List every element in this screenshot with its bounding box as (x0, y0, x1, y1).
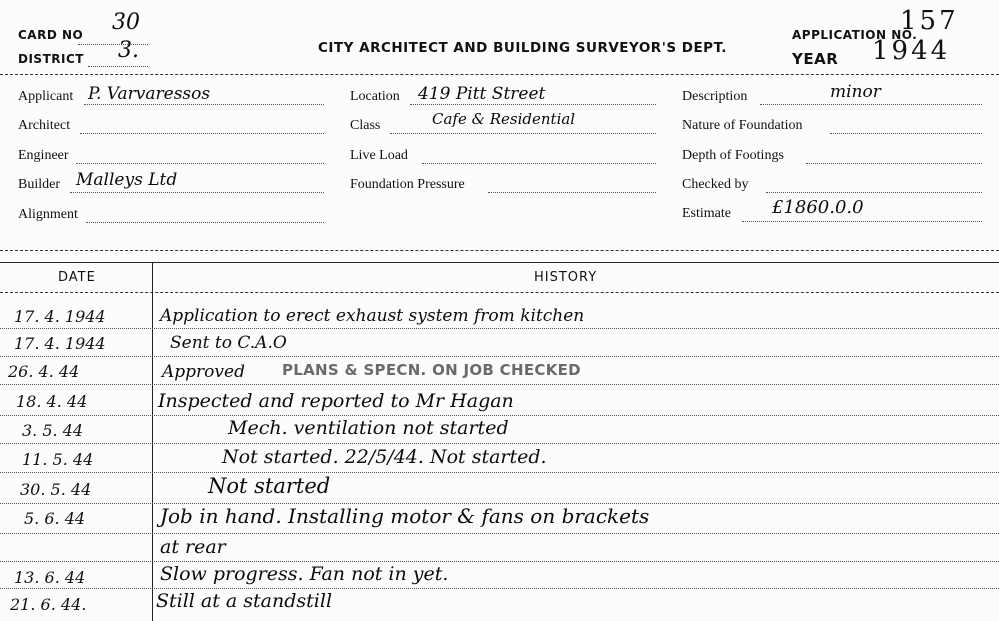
row-1-date: 17. 4. 1944 (14, 307, 106, 326)
row-11-history: Still at a standstill (156, 590, 333, 612)
row-7-history: Not started (208, 474, 331, 498)
row-3-date: 26. 4. 44 (8, 362, 80, 381)
foundation-pressure-dots (488, 192, 656, 193)
location-dots (410, 104, 656, 105)
description-label: Description (682, 89, 748, 104)
builder-dots (70, 192, 324, 193)
district-dots (88, 66, 148, 67)
checked-by-dots (766, 192, 982, 193)
row-8-history: Job in hand. Installing motor & fans on brackets (160, 504, 650, 528)
row-8-date: 5. 6. 44 (24, 509, 86, 528)
engineer-dots (76, 163, 324, 164)
row-2-rule (0, 356, 999, 357)
location-value: 419 Pitt Street (418, 84, 546, 104)
row-2-history: Sent to C.A.O (170, 333, 287, 353)
row-1-history: Application to erect exhaust system from kitchen (160, 306, 585, 326)
architect-label: Architect (18, 118, 71, 133)
column-divider (152, 262, 153, 621)
table-header-rule (0, 292, 999, 293)
estimate-value: £1860.0.0 (772, 197, 864, 218)
nature-of-foundation-label: Nature of Foundation (682, 118, 803, 133)
district-value: 3. (118, 38, 139, 63)
live-load-dots (422, 163, 656, 164)
architect-dots (80, 133, 324, 134)
dept-title: CITY ARCHITECT AND BUILDING SURVEYOR'S DEPT. (318, 40, 727, 56)
row-5-date: 3. 5. 44 (22, 421, 84, 440)
row-3-history: Approved (162, 362, 245, 382)
application-no-value: 157 (900, 6, 959, 36)
plans-checked-stamp: PLANS & SPECN. ON JOB CHECKED (282, 361, 581, 379)
row-6-rule (0, 472, 999, 473)
live-load-label: Live Load (350, 148, 408, 163)
card-no-label: CARD NO (18, 28, 84, 42)
row-1-rule (0, 328, 999, 329)
engineer-label: Engineer (18, 148, 69, 163)
row-6-history: Not started. 22/5/44. Not started. (222, 446, 547, 468)
row-7-date: 30. 5. 44 (20, 480, 92, 499)
row-3-rule (0, 384, 999, 385)
date-column-header: DATE (58, 270, 96, 285)
class-label: Class (350, 118, 381, 133)
row-6-date: 11. 5. 44 (22, 450, 94, 469)
builder-label: Builder (18, 177, 60, 192)
row-8-rule (0, 533, 999, 534)
nature-of-foundation-dots (830, 133, 982, 134)
checked-by-label: Checked by (682, 177, 749, 192)
row-4-date: 18. 4. 44 (16, 392, 88, 411)
depth-of-footings-label: Depth of Footings (682, 148, 784, 163)
estimate-dots (742, 221, 982, 222)
year-label: YEAR (792, 50, 839, 68)
builder-value: Malleys Ltd (76, 170, 178, 190)
history-column-header: HISTORY (534, 270, 598, 285)
alignment-dots (86, 222, 324, 223)
row-10-rule (0, 588, 999, 589)
row-5-rule (0, 443, 999, 444)
table-top-rule (0, 262, 999, 263)
description-dots (760, 104, 982, 105)
alignment-label: Alignment (18, 207, 78, 222)
class-dots (390, 133, 656, 134)
location-label: Location (350, 89, 400, 104)
row-10-date: 13. 6. 44 (14, 568, 86, 587)
district-label: DISTRICT (18, 52, 84, 66)
foundation-pressure-label: Foundation Pressure (350, 177, 465, 192)
row-4-history: Inspected and reported to Mr Hagan (158, 390, 514, 412)
row-5-history: Mech. ventilation not started (228, 417, 509, 439)
row-4-rule (0, 415, 999, 416)
card-no-value: 30 (112, 10, 140, 35)
fields-divider (0, 250, 999, 251)
estimate-label: Estimate (682, 206, 731, 221)
header-divider (0, 74, 999, 75)
year-value: 1944 (872, 36, 951, 66)
applicant-value: P. Varvaressos (88, 84, 211, 104)
applicant-label: Applicant (18, 89, 74, 104)
row-2-date: 17. 4. 1944 (14, 334, 106, 353)
depth-of-footings-dots (806, 163, 982, 164)
application-no-label: APPLICATION NO. (792, 28, 918, 42)
row-9-rule (0, 561, 999, 562)
description-value: minor (830, 82, 881, 102)
row-11-date: 21. 6. 44. (10, 595, 87, 614)
row-10-history: Slow progress. Fan not in yet. (160, 563, 449, 585)
applicant-dots (84, 104, 324, 105)
class-value: Cafe & Residential (432, 110, 576, 128)
row-9-history: at rear (160, 536, 226, 558)
